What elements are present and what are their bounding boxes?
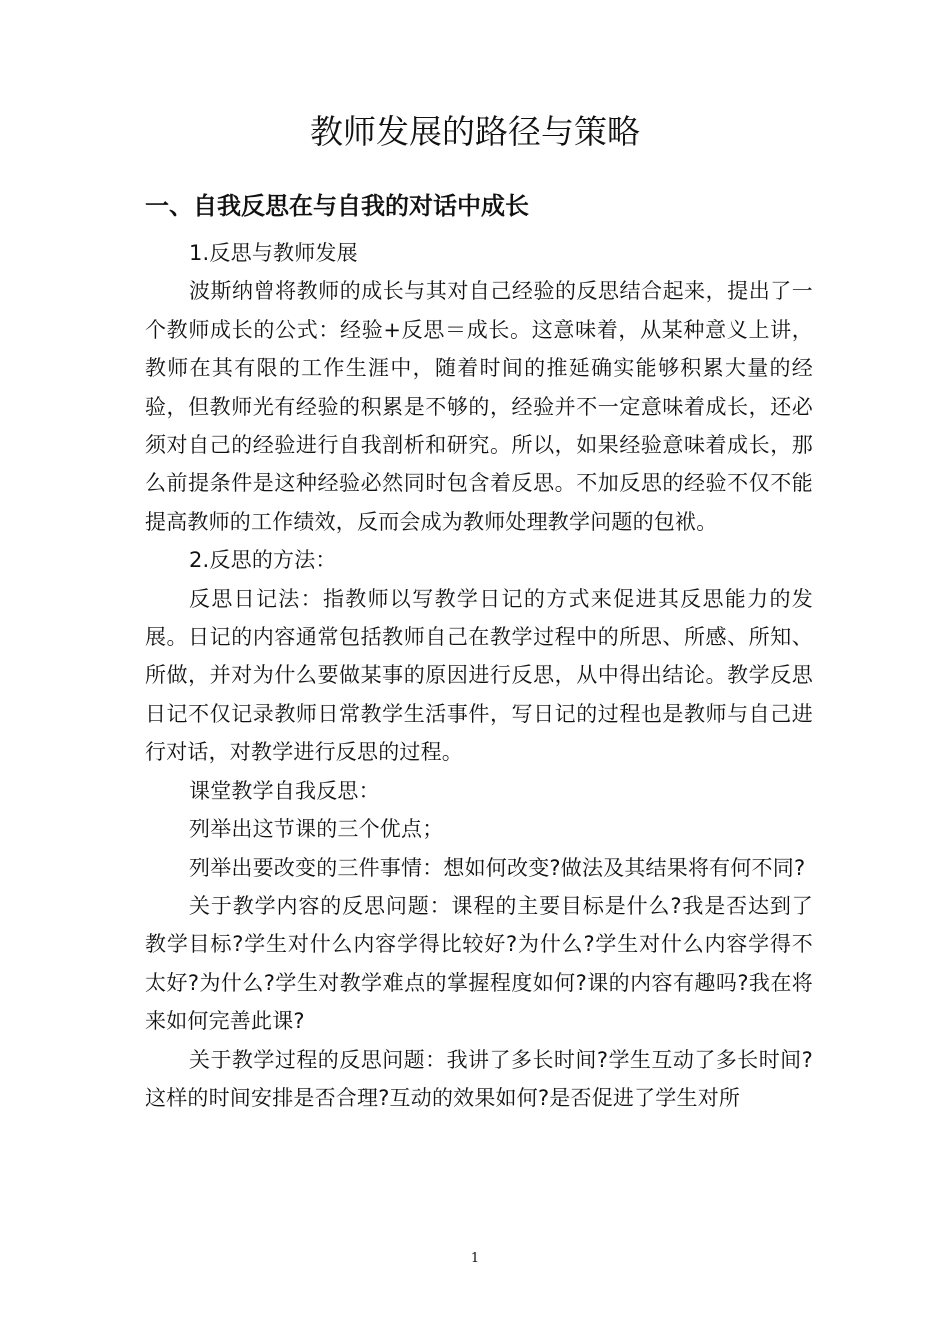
paragraph-three-changes: 列举出要改变的三件事情：想如何改变?做法及其结果将有何不同?: [189, 855, 806, 880]
document-title: 教师发展的路径与策略: [310, 112, 640, 151]
subheading-reflection-methods: 2.反思的方法：: [189, 548, 337, 573]
paragraph-content-questions: 关于教学内容的反思问题：课程的主要目标是什么?我是否达到了教学目标?学生对什么内容学得比较好?为什么?学生对什么内容学得不太好?为什么?学生对教学难点的掌握程度如何?课的内容有趣吗?我在将来如何完善此课?: [145, 893, 813, 1034]
paragraph-reflection-diary: 反思日记法：指教师以写教学日记的方式来促进其反思能力的发展。日记的内容通常包括教师自己在教学过程中的所思、所感、所知、所做，并对为什么要做某事的原因进行反思，从中得出结论。教学反思日记不仅记录教师日常教学生活事件，写日记的过程也是教师与自己进行对话，对教学进行反思的过程。: [145, 586, 813, 765]
paragraph-posner-formula: 波斯纳曾将教师的成长与其对自己经验的反思结合起来，提出了一个教师成长的公式：经验+反思＝成长。这意味着，从某种意义上讲，教师在其有限的工作生涯中，随着时间的推延确实能够积累大量的经验，但教师光有经验的积累是不够的，经验并不一定意味着成长，还必须对自己的经验进行自我剖析和研究。所以，如果经验意味着成长，那么前提条件是这种经验必然同时包含着反思。不加反思的经验不仅不能提高教师的工作绩效，反而会成为教师处理教学问题的包袱。: [145, 279, 813, 534]
paragraph-process-questions: 关于教学过程的反思问题：我讲了多长时间?学生互动了多长时间?这样的时间安排是否合理?互动的效果如何?是否促进了学生对所: [145, 1047, 813, 1110]
paragraph-three-strengths: 列举出这节课的三个优点；: [189, 817, 444, 842]
document-body: [145, 234, 813, 1117]
subheading-reflection-development: 1.反思与教师发展: [189, 241, 358, 265]
page-number: 1: [470, 1251, 480, 1266]
section-heading: 一、自我反思在与自我的对话中成长: [145, 192, 529, 220]
paragraph-classroom-reflection: 课堂教学自我反思：: [189, 778, 380, 803]
